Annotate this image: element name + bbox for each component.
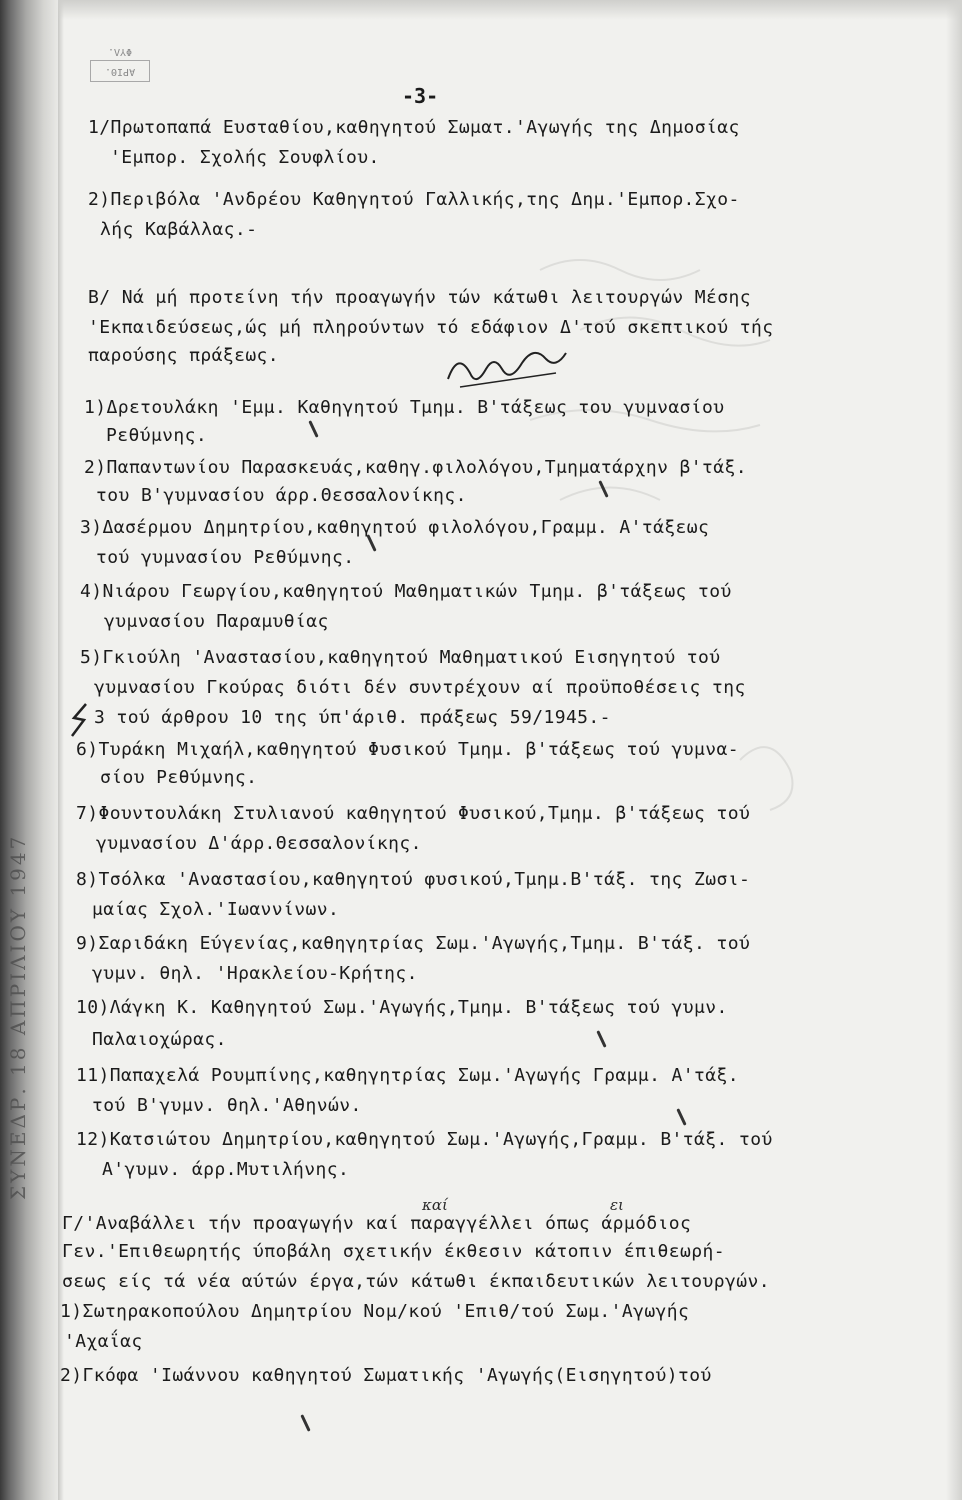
text-line: σεως είς τά νέα αύτών έργα,τών κάτωθι έκπαιδευτικών λειτουργών. [62, 1271, 770, 1292]
text-line: B/ Νά μή προτείνη τήν προαγωγήν τών κάτωθι λειτουργών Μέσης [88, 287, 751, 308]
text-line: παρούσης πράξεως. [88, 345, 280, 366]
handwritten-insert: ει [610, 1196, 624, 1214]
text-line: 11)Παπαχελά Ρουμπίνης,καθηγητρίας Σωμ.'Αγωγής Γραμμ. Α'τάξ. [76, 1065, 739, 1086]
text-line: τού Β'γυμν. θηλ.'Αθηνών. [92, 1095, 362, 1116]
text-line: γυμνασίου Γκούρας διότι δέν συντρέχουν αί προϋποθέσεις της [94, 677, 746, 698]
text-line: του Β'γυμνασίου άρρ.Θεσσαλονίκης. [96, 485, 467, 506]
text-line: 2)Περιβόλα 'Ανδρέου Καθηγητού Γαλλικής,της Δημ.'Εμπορ.Σχο- [88, 189, 740, 210]
text-line: Γεν.'Επιθεωρητής ύποβάλη σχετικήν έκθεσιν κάτοπιν έπιθεωρή- [62, 1241, 725, 1262]
text-line: 1/Πρωτοπαπά Ευσταθίου,καθηγητού Σωματ.'Αγωγής της Δημοσίας [88, 117, 740, 138]
text-line: λής Καβάλλας.- [100, 219, 258, 240]
text-line: σίου Ρεθύμνης. [100, 767, 258, 788]
text-line: 1)Σωτηρακοπούλου Δημητρίου Νομ/κού 'Επιθ/τού Σωμ.'Αγωγής [60, 1301, 690, 1322]
text-line: τού γυμνασίου Ρεθύμνης. [96, 547, 355, 568]
text-line: γυμνασίου Δ'άρρ.Θεσσαλονίκης. [96, 833, 422, 854]
handwritten-insert: καί [422, 1196, 448, 1214]
text-line: 'Αχαΐας [64, 1331, 143, 1352]
pen-mark [300, 1414, 310, 1432]
right-page-edge [946, 0, 962, 1500]
margin-stamp: ΑΡΙΘ. ΦΥΛ. [90, 60, 150, 82]
page-number: -3- [402, 84, 439, 108]
text-line: 'Εμπορ. Σχολής Σουφλίου. [110, 147, 380, 168]
text-line: 2)Γκόφα 'Ιωάννου καθηγητού Σωματικής 'Αγωγής(Εισηγητού)τού [60, 1365, 712, 1386]
text-line: 9)Σαριδάκη Εύγενίας,καθηγητρίας Σωμ.'Αγωγής,Τμημ. Β'τάξ. τού [76, 933, 751, 954]
spine-stamp-text: ΣΥΝΕΔΡ. 18 ΑΠΡΙΛΙΟΥ 1947 [6, 833, 30, 1200]
text-line: 4)Νιάρου Γεωργίου,καθηγητού Μαθηματικών Τμημ. β'τάξεως τού [80, 581, 732, 602]
text-line: 'Εκπαιδεύσεως,ώς μή πληρούντων τό εδάφιον Δ'τού σκεπτικού τής [88, 317, 774, 338]
text-line: Παλαιοχώρας. [92, 1029, 227, 1050]
text-line: 2)Παπαντωνίου Παρασκευάς,καθηγ.φιλολόγου,Τμηματάρχην β'τάξ. [84, 457, 747, 478]
text-line: Α'γυμν. άρρ.Μυτιλήνης. [102, 1159, 350, 1180]
top-shadow [58, 0, 962, 20]
text-line: γυμν. θηλ. 'Ηρακλείου-Κρήτης. [92, 963, 418, 984]
text-line: 7)Φουντουλάκη Στυλιανού καθηγητού Φυσικού,Τμημ. β'τάξεως τού [76, 803, 751, 824]
text-line: 3 τού άρθρου 10 της ύπ'άριθ. πράξεως 59/1945.- [94, 707, 611, 728]
handwritten-signature [440, 345, 570, 395]
text-line: γυμνασίου Παραμυθίας [104, 611, 329, 632]
text-line: 6)Τυράκη Μιχαήλ,καθηγητού Φυσικού Τμημ. β'τάξεως τού γυμνα- [76, 739, 739, 760]
pen-mark [676, 1108, 686, 1126]
text-line: μαίας Σχολ.'Ιωαννίνων. [92, 899, 340, 920]
text-line: 5)Γκιούλη 'Αναστασίου,καθηγητού Μαθηματικού Εισηγητού τού [80, 647, 721, 668]
text-line: 8)Τσόλκα 'Αναστασίου,καθηγητού φυσικού,Τμημ.Β'τάξ. της Ζωσι- [76, 869, 751, 890]
text-line: 10)Λάγκη Κ. Καθηγητού Σωμ.'Αγωγής,Τμημ. Β'τάξεως τού γυμν. [76, 997, 728, 1018]
text-line: Ρεθύμνης. [106, 425, 208, 446]
margin-bracket-mark [64, 700, 100, 740]
text-line: 12)Κατσιώτου Δημητρίου,καθηγητού Σωμ.'Αγωγής,Γραμμ. Β'τάξ. τού [76, 1129, 773, 1150]
pen-mark [308, 420, 318, 438]
text-line: Γ/'Αναβάλλει τήν προαγωγήν καί παραγγέλλει όπως άρμόδιος [62, 1213, 692, 1234]
text-line: 1)Δρετουλάκη 'Εμμ. Καθηγητού Τμημ. Β'τάξεως του γυμνασίου [84, 397, 725, 418]
text-line: 3)Δασέρμου Δημητρίου,καθηγητού φιλολόγου,Γραμμ. Α'τάξεως [80, 517, 710, 538]
pen-mark [596, 1030, 606, 1048]
